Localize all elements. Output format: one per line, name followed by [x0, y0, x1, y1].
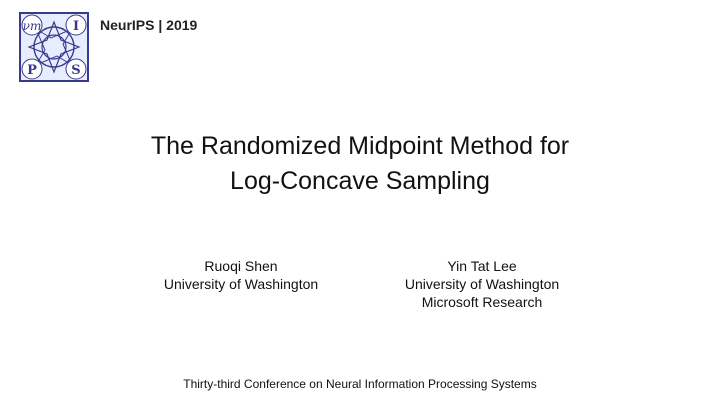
author-block-1	[140, 257, 342, 293]
neurips-logo-icon	[19, 12, 89, 82]
author-affiliation: University of Washington	[163, 276, 319, 292]
author-name: Yin Tat Lee	[447, 258, 517, 274]
author-affiliation: University of Washington	[404, 276, 560, 292]
logo-letter-nu: νт	[22, 19, 42, 33]
author-name: Ruoqi Shen	[204, 258, 278, 274]
conference-tag: NeurIPS | 2019	[100, 17, 198, 33]
conference-full-name: Thirty-third Conference on Neural Information Processing Systems	[183, 377, 537, 391]
title-line-1: The Randomized Midpoint Method for	[150, 132, 570, 160]
logo-letter-i: I	[72, 19, 80, 34]
title-line-2: Log-Concave Sampling	[230, 167, 490, 195]
logo-letter-s: S	[71, 63, 81, 78]
author-block-2	[380, 257, 584, 311]
author-affiliation: Microsoft Research	[421, 294, 543, 310]
logo-letter-p: P	[27, 63, 37, 78]
